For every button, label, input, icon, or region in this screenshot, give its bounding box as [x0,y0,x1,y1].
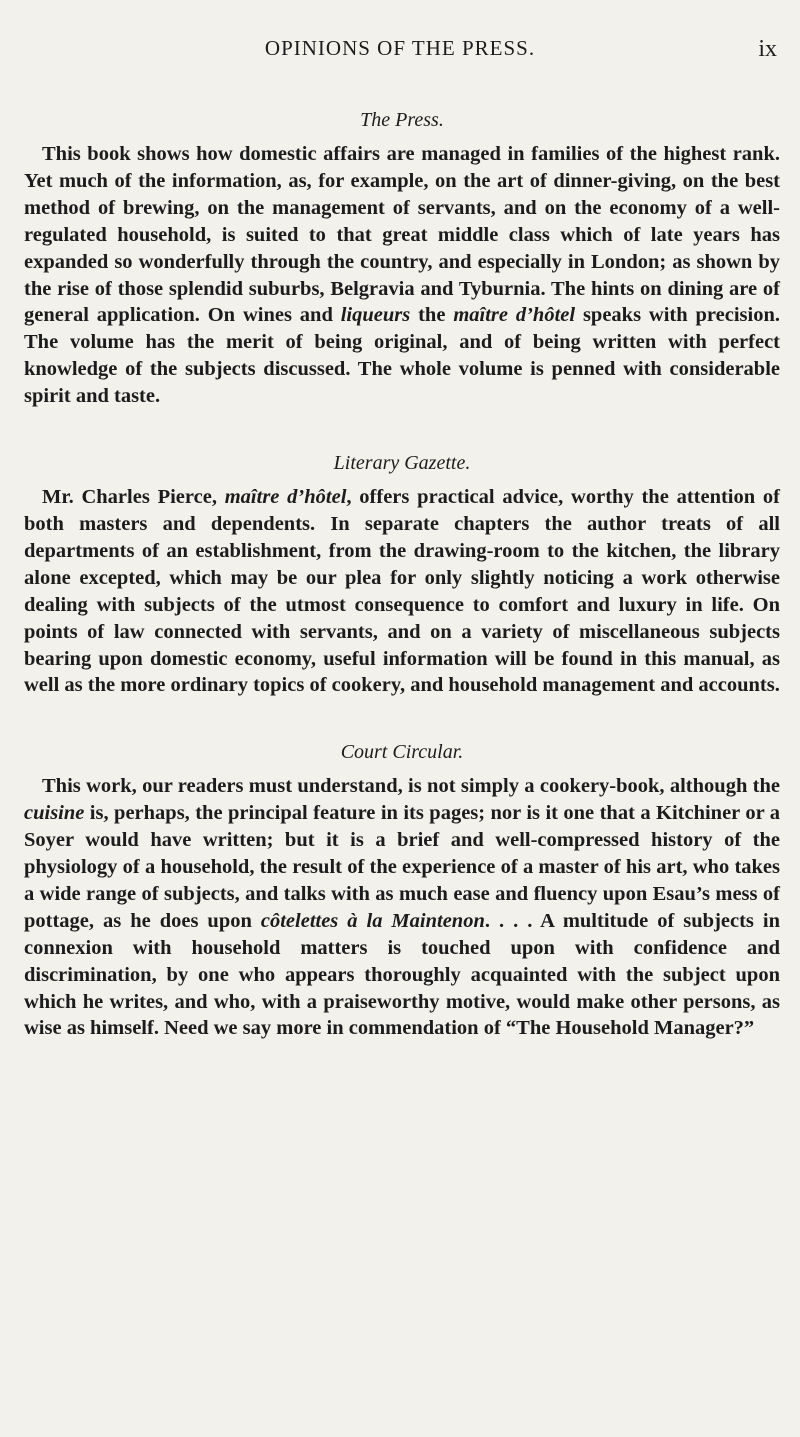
italic-term: maître d’hôtel [224,486,347,509]
page-header [0,36,800,76]
review-court-circular [24,739,780,1042]
review-text: This work, our readers must understand, is not simply a cookery-book, although the cuisine is, perhaps, the principal feature in its pages; nor is it one that a Kitchiner or a Soyer would have written; but it is a brief and well-compressed history of the physiology of a household, the result of the experience of a master of his art, who takes a wide range of subjects, and talks with as much ease and fluency upon Esau’s mess of pottage, as he does upon côtelettes à la Maintenon. . . . A multitude of subjects in connexion with household matters is touched upon with confidence and discrimination, by one who appears thoroughly acquainted with the subject upon which he writes, and who, with a praiseworthy motive, would make other persons, as wise as himself. Need we say more in commendation of “The Household Manager?” [24,775,780,1040]
italic-term: maître d’hôtel [453,304,576,327]
review-literary-gazette [24,450,780,699]
review-source: Court Circular. [340,741,464,764]
italic-term: cuisine [24,802,85,825]
review-source: Literary Gazette. [333,452,471,475]
italic-term: liqueurs [340,304,411,327]
review-source: The Press. [360,109,444,131]
review-the-press [24,107,780,410]
review-text: This book shows how domestic affairs are managed in families of the highest rank. Yet much of the information, as, for example, on the art of dinner-giving, on the best method of brewing, on the management of servants, and on the economy of a well-regulated household, is suited to that great middle class which of late years has expanded so wonderfully through the country, and especially in London; as shown by the rise of those splendid suburbs, Belgravia and Tyburnia. The hints on dining are of general application. On wines and liqueurs the maître d’hôtel speaks with precision. The volume has the merit of being original, and of being written with perfect knowledge of the subjects discussed. The whole volume is penned with considerable spirit and taste. [24,143,781,408]
italic-term: côtelettes à la Maintenon [260,909,485,932]
page-number: ix [758,36,777,62]
running-title: OPINIONS OF THE PRESS. [264,36,536,60]
page-body [24,107,780,1082]
review-text: Mr. Charles Pierce, maître d’hôtel, offers practical advice, worthy the attention of both masters and dependents. In separate chapters the author treats of all departments of an establishment, from the drawing-room to the kitchen, the library alone excepted, which may be our plea for only slightly noticing a work otherwise dealing with subjects of the utmost consequence to comfort and luxury in life. On points of law connected with servants, and on a variety of miscellaneous subjects bearing upon domestic economy, useful information will be found in this manual, as well as the more ordinary topics of cookery, and household management and accounts. [24,486,781,697]
